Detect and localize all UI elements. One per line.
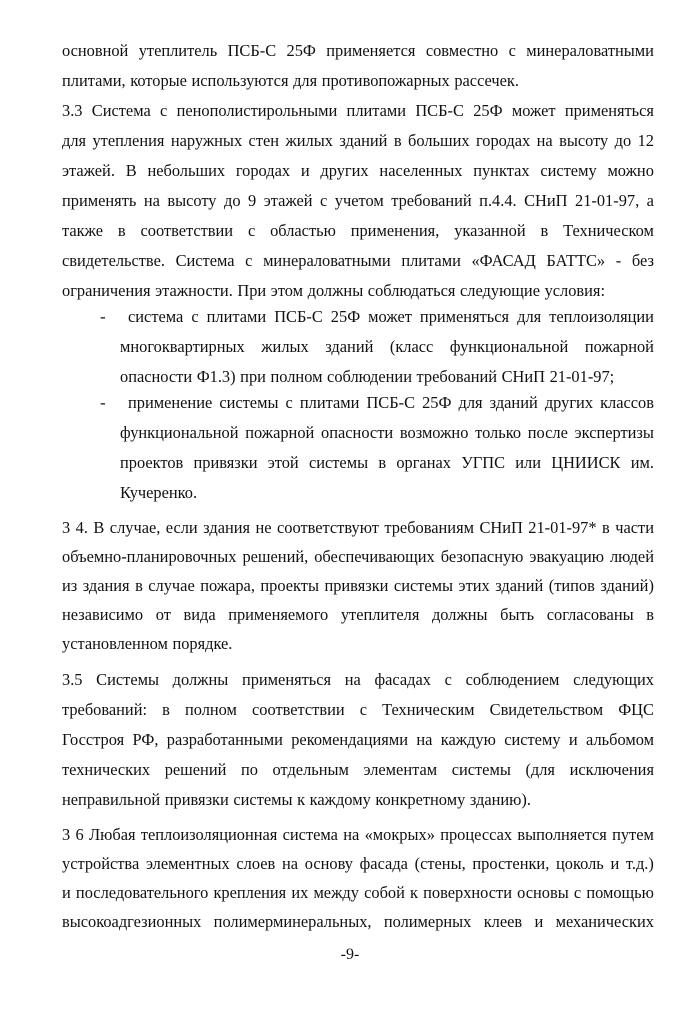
text-line: независимо от вида применяемого утеплителя должны быть согласованы в (62, 605, 654, 624)
bullet-line: опасности Ф1.3) при полном соблюдении требований СНиП 21-01-97; (120, 367, 615, 386)
text-line: применять на высоту до 9 этажей с учетом требований п.4.4. СНиП 21-01-97, а (62, 191, 654, 210)
text-line: установленном порядке. (62, 634, 233, 653)
text-line: из здания в случае пожара, проекты привязки системы этих зданий (типов зданий) (62, 576, 654, 595)
bullet-dash: - (100, 393, 106, 412)
text-line: требований: в полном соответствии с Техническим Свидетельством ФЦС (62, 700, 654, 719)
bullet-line: проектов привязки этой системы в органах УГПС или ЦНИИСК им. (120, 453, 654, 472)
text-line: основной утеплитель ПСБ-С 25Ф применяется совместно с минераловатными (62, 41, 654, 60)
bullet-dash: - (100, 307, 106, 326)
text-line: плитами, которые используются для противопожарных рассечек. (62, 71, 519, 90)
bullet-line: многоквартирных жилых зданий (класс функциональной пожарной (120, 337, 654, 356)
bullet-line: система с плитами ПСБ-С 25Ф может применяться для теплоизоляции (128, 307, 654, 326)
text-line: 3 6 Любая теплоизоляционная система на «мокрых» процессах выполняется путем (62, 825, 654, 844)
text-line: объемно-планировочных решений, обеспечивающих безопасную эвакуацию людей (62, 547, 654, 566)
text-line: 3 4. В случае, если здания не соответствуют требованиям СНиП 21-01-97* в части (62, 518, 654, 537)
text-line: неправильной привязки системы к каждому конкретному зданию). (62, 790, 531, 809)
text-line: также в соответствии с областью применения, указанной в Техническом (62, 221, 654, 240)
text-line: этажей. В небольших городах и других населенных пунктах систему можно (62, 161, 654, 180)
text-line: технических решений по отдельным элементам системы (для исключения (62, 760, 654, 779)
text-line: Госстроя РФ, разработанными рекомендациями на каждую систему и альбомом (62, 730, 654, 749)
text-line: для утепления наружных стен жилых зданий в больших городах на высоту до 12 (62, 131, 654, 150)
bullet-line: функциональной пожарной опасности возможно только после экспертизы (120, 423, 654, 442)
bullet-line: Кучеренко. (120, 483, 198, 502)
text-line: и последовательного крепления их между собой к поверхности основы с помощью (62, 883, 654, 902)
page-number: -9- (340, 946, 360, 963)
bullet-line: применение системы с плитами ПСБ-С 25Ф для зданий других классов (128, 393, 654, 412)
text-line: ограничения этажности. При этом должны соблюдаться следующие условия: (62, 281, 606, 300)
text-line: 3.3 Система с пенополистирольными плитами ПСБ-С 25Ф может применяться (62, 101, 654, 120)
text-line: свидетельстве. Система с минераловатными плитами «ФАСАД БАТТС» - без (62, 251, 654, 270)
text-line: 3.5 Системы должны применяться на фасадах с соблюдением следующих (62, 670, 654, 689)
text-line: устройства элементных слоев на основу фасада (стены, простенки, цоколь и т.д.) (62, 854, 654, 873)
text-line: высокоадгезионных полимерминеральных, полимерных клеев и механических (62, 912, 654, 931)
